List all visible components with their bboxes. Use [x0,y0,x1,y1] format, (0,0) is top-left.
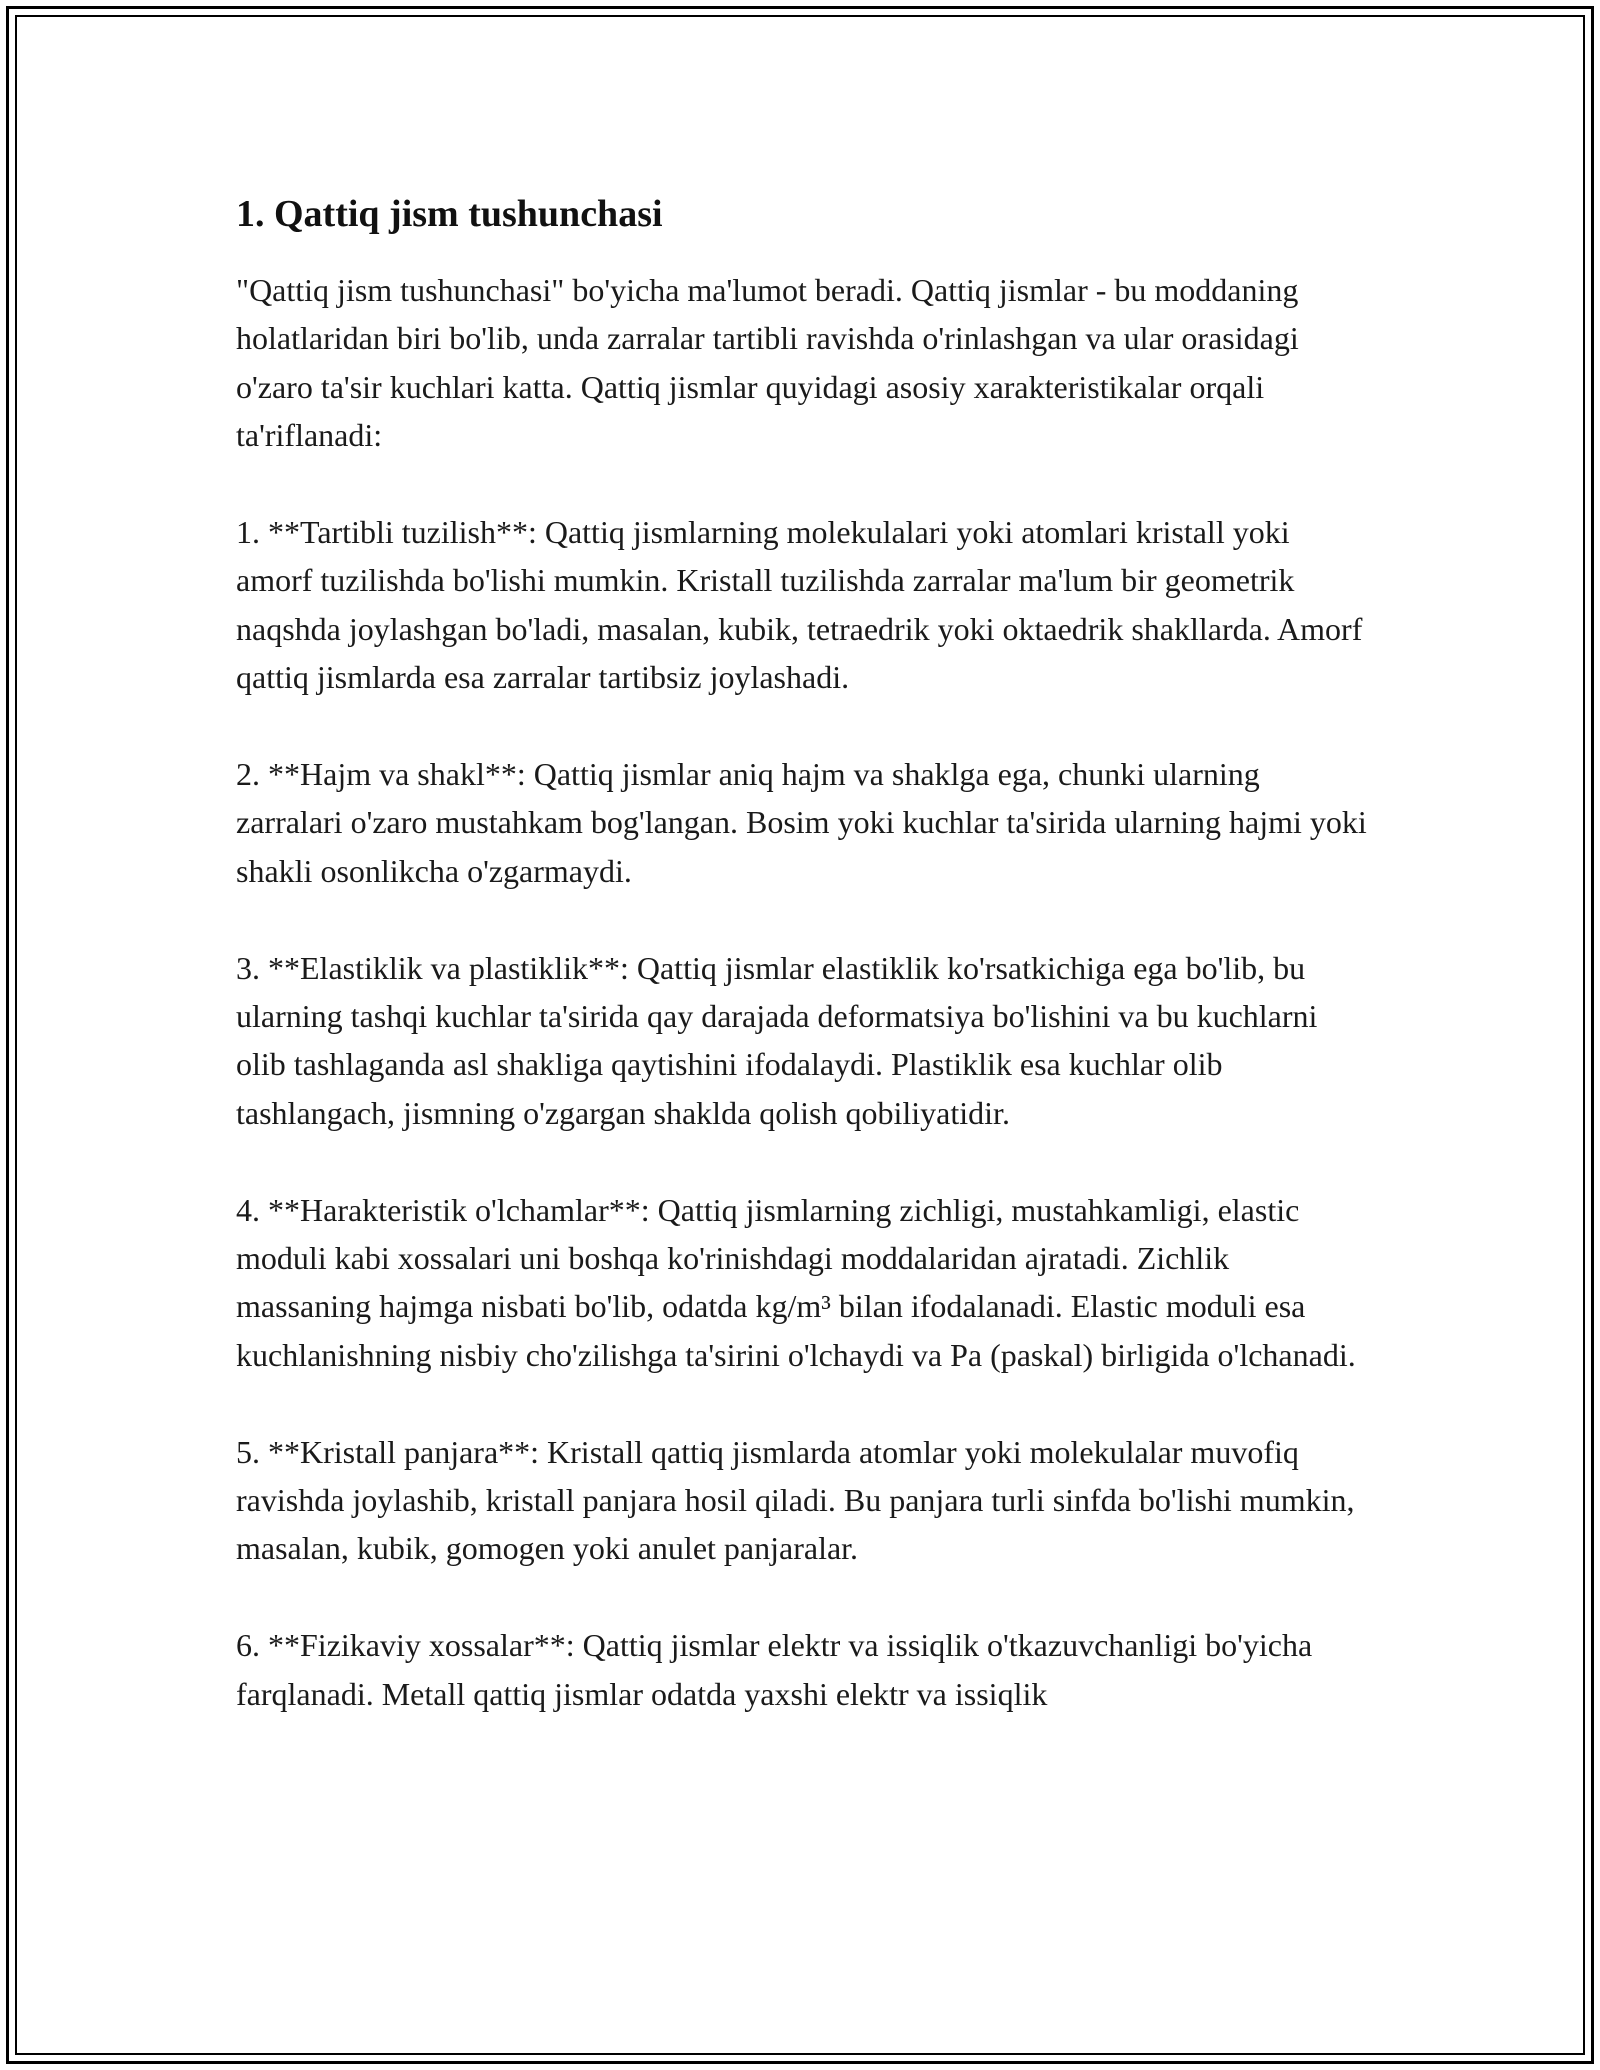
list-item-tartibli-tuzilish: 1. **Tartibli tuzilish**: Qattiq jismlarning molekulalari yoki atomlari kristall yoki amorf tuzilishda bo'lishi mumkin. Kristall tuzilishda zarralar ma'lum bir geometrik naqshda joylashgan bo'ladi, masalan, kubik, tetraedrik yoki oktaedrik shakllarda. Amorf qattiq jismlarda esa zarralar tartibsiz joylashadi. [236,514,1363,696]
list-item-hajm-va-shakl: 2. **Hajm va shakl**: Qattiq jismlar aniq hajm va shaklga ega, chunki ularning zarralari o'zaro mustahkam bog'langan. Bosim yoki kuchlar ta'sirida ularning hajmi yoki shakli osonlikcha o'zgarmaydi. [236,756,1367,889]
document-body [236,186,1372,1766]
list-item-harakteristik-olchamlar: 4. **Harakteristik o'lchamlar**: Qattiq jismlarning zichligi, mustahkamligi, elastic moduli kabi xossalari uni boshqa ko'rinishdagi moddalaridan ajratadi. Zichlik massaning hajmga nisbati bo'lib, odatda kg/m³ bilan ifodalanadi. Elastic moduli esa kuchlanishning nisbiy cho'zilishga ta'sirini o'lchaydi va Pa (paskal) birligida o'lchanadi. [236,1191,1356,1373]
list-item-kristall-panjara: 5. **Kristall panjara**: Kristall qattiq jismlarda atomlar yoki molekulalar muvofiq ravishda joylashib, kristall panjara hosil qiladi. Bu panjara turli sinfda bo'lishi mumkin, masalan, kubik, gomogen yoki anulet panjaralar. [236,1433,1355,1567]
list-item-elastiklik: 3. **Elastiklik va plastiklik**: Qattiq jismlar elastiklik ko'rsatkichiga ega bo'lib, bu ularning tashqi kuchlar ta'sirida qay darajada deformatsiya bo'lishini va bu kuchlarni olib tashlaganda asl shakliga qaytishini ifodalaydi. Plastiklik esa kuchlar olib tashlangach, jismning o'zgargan shaklda qolish qobiliyatidir. [236,949,1318,1131]
list-item-fizikaviy-xossalar: 6. **Fizikaviy xossalar**: Qattiq jismlar elektr va issiqlik o'tkazuvchanligi bo'yicha farqlanadi. Metall qattiq jismlar odatda yaxshi elektr va issiqlik [236,1627,1313,1712]
section-title: 1. Qattiq jism tushunchasi [236,193,663,235]
intro-paragraph: "Qattiq jism tushunchasi" bo'yicha ma'lumot beradi. Qattiq jismlar - bu moddaning holatlaridan biri bo'lib, unda zarralar tartibli ravishda o'rinlashgan va ular orasidagi o'zaro ta'sir kuchlari katta. Qattiq jismlar quyidagi asosiy xarakteristikalar orqali ta'riflanadi: [236,272,1299,454]
